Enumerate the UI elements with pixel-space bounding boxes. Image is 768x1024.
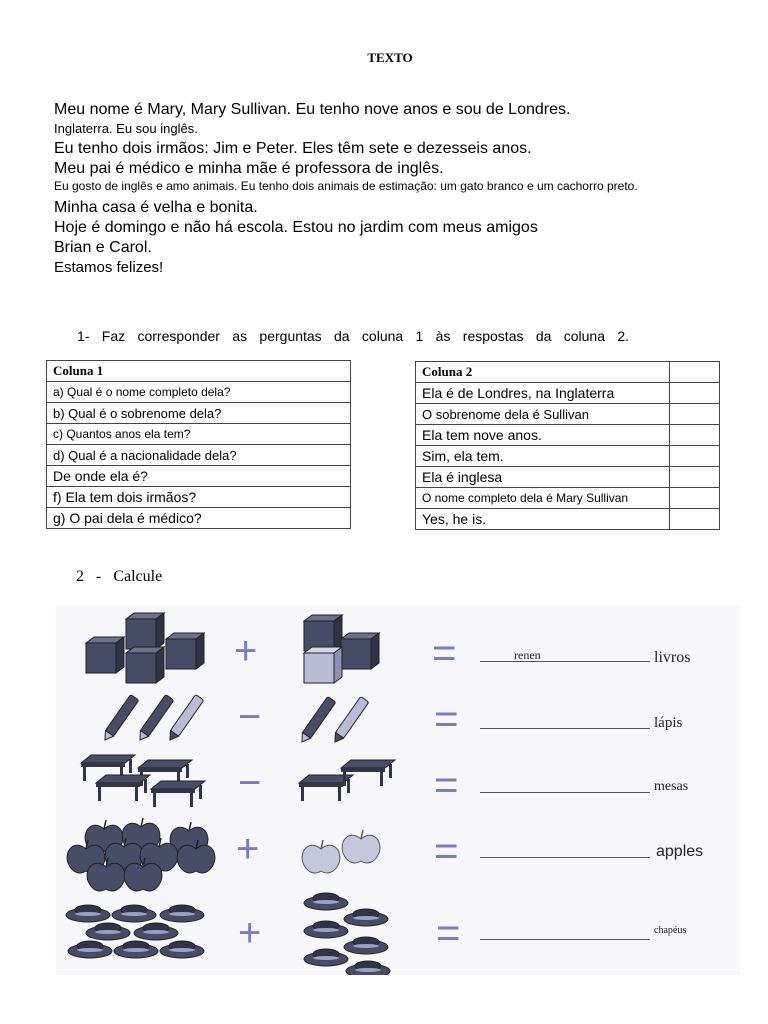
unit-label: chapéus (654, 925, 687, 936)
answer-3: Ela tem nove anos. (416, 425, 670, 446)
text-line: Brian e Carol. (54, 239, 152, 256)
calculation-area (56, 605, 740, 975)
equals-sign: = (436, 909, 461, 956)
answer-blank[interactable] (480, 857, 650, 858)
unit-label: livros (654, 649, 691, 666)
exercise2-title: 2 - Calcule (76, 568, 163, 585)
answer-blank[interactable] (480, 792, 650, 793)
equals-sign: = (434, 827, 459, 874)
answer-box[interactable] (670, 509, 720, 530)
question-c: c) Quantos anos ela tem? (47, 424, 351, 445)
hats-group-right (304, 893, 390, 975)
text-line: Minha casa é velha e bonita. (54, 199, 258, 216)
answer-5: Ela é inglesa (416, 467, 670, 488)
hats-group-left (66, 905, 204, 958)
answer-6: O nome completo dela é Mary Sullivan (416, 488, 670, 509)
books-group-right (304, 615, 379, 683)
exercise1-instruction: 1- Faz corresponder as perguntas da coluna 1 às respostas da coluna 2. (77, 328, 629, 344)
column2-table (415, 361, 720, 530)
text-line: Inglaterra. Eu sou inglês. (54, 121, 198, 136)
operator-plus: + (238, 911, 262, 955)
column1-header: Coluna 1 (47, 361, 351, 382)
column1-table (46, 360, 351, 529)
answer-box[interactable] (670, 467, 720, 488)
answer-4: Sim, ela tem. (416, 446, 670, 467)
question-g: g) O pai dela é médico? (47, 508, 351, 529)
operator-plus: + (236, 827, 260, 871)
answer-box[interactable] (670, 404, 720, 425)
tables-group-right (299, 760, 395, 801)
question-d: d) Qual é a nacionalidade dela? (47, 445, 351, 466)
equals-sign: = (434, 761, 459, 808)
text-line: Meu nome é Mary, Mary Sullivan. Eu tenho nove anos e sou de Londres. (54, 101, 571, 118)
answer-blank[interactable] (480, 939, 650, 940)
pencils-group-left (101, 694, 204, 742)
answer-blank[interactable] (480, 728, 650, 729)
answer-2: O sobrenome dela é Sullivan (416, 404, 670, 425)
apples-group-right (302, 830, 380, 873)
text-line: Hoje é domingo e não há escola. Estou no jardim com meus amigos (54, 219, 538, 236)
answer-box[interactable] (670, 425, 720, 446)
answer-box[interactable] (670, 362, 720, 383)
books-group-left (86, 613, 204, 683)
handwritten-answer: renen (514, 648, 541, 662)
question-b: b) Qual é o sobrenome dela? (47, 403, 351, 424)
unit-label: lápis (654, 715, 683, 731)
answer-1: Ela é de Londres, na Inglaterra (416, 383, 670, 404)
operator-plus: + (234, 629, 258, 673)
page-title: TEXTO (367, 50, 413, 65)
text-line: Estamos felizes! (54, 259, 164, 276)
operator-minus: − (238, 695, 262, 739)
equals-sign: = (434, 695, 459, 742)
text-line: Meu pai é médico e minha mãe é professora de inglês. (54, 160, 444, 177)
column2-header: Coluna 2 (416, 362, 670, 383)
text-line: Eu gosto de inglês e amo animais. Eu tenho dois animais de estimação: um gato branco e um cachorro preto. (54, 179, 638, 193)
question-a: a) Qual é o nome completo dela? (47, 382, 351, 403)
text-line: Eu tenho dois irmãos: Jim e Peter. Eles têm sete e dezesseis anos. (54, 140, 532, 157)
question-e: De onde ela é? (47, 466, 351, 487)
answer-box[interactable] (670, 446, 720, 467)
pencils-group-right (298, 696, 369, 744)
equals-sign: = (432, 629, 457, 676)
answer-box[interactable] (670, 488, 720, 509)
tables-group-left (81, 755, 205, 807)
question-f: f) Ela tem dois irmãos? (47, 487, 351, 508)
unit-label: mesas (654, 779, 689, 794)
apples-group-left (67, 818, 215, 891)
unit-label: apples (656, 843, 704, 860)
operator-minus: − (238, 761, 262, 805)
answer-blank[interactable] (480, 661, 650, 662)
answer-box[interactable] (670, 383, 720, 404)
answer-7: Yes, he is. (416, 509, 670, 530)
